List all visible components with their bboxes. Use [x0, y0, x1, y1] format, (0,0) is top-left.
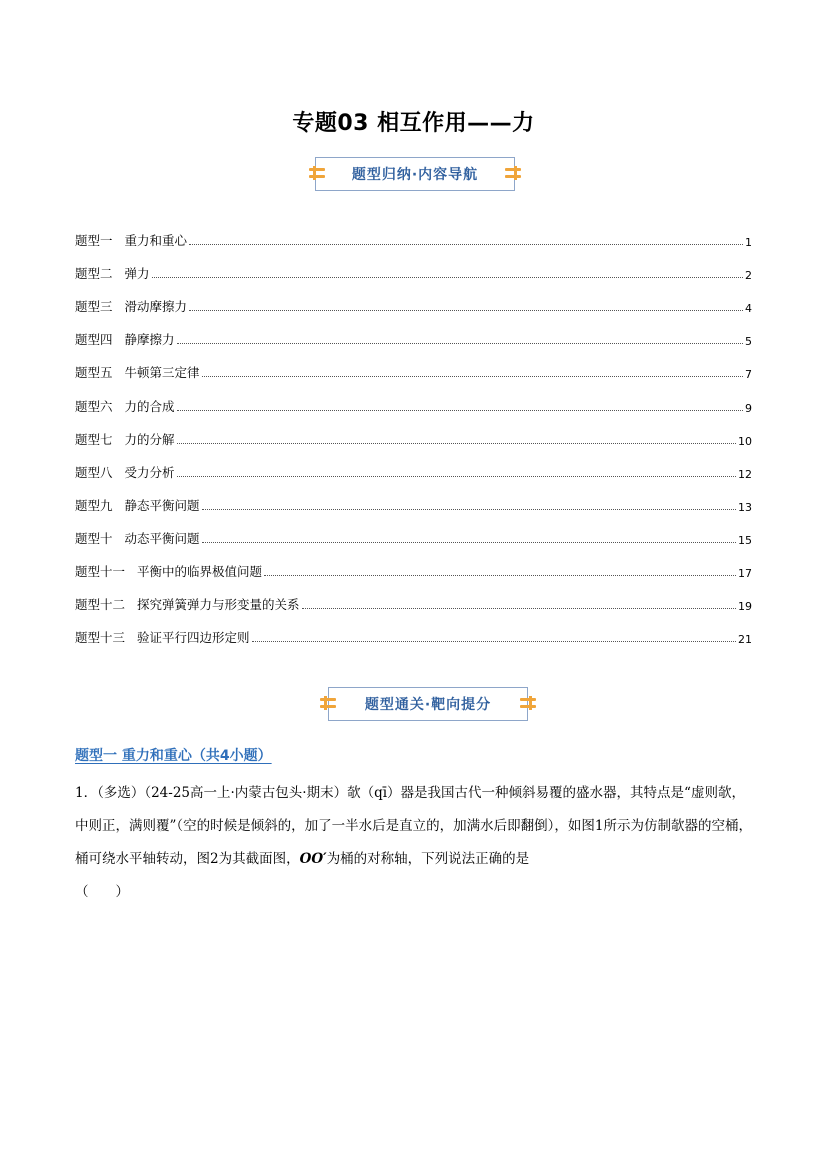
practice-banner — [316, 686, 540, 722]
axis-symbol: OO′ — [299, 851, 327, 867]
banner-right-ornament-icon — [520, 696, 536, 710]
banner-left-ornament-icon — [309, 166, 325, 180]
practice-banner-label: 题型通关·靶向提分 — [328, 687, 528, 721]
toc-entry[interactable]: 题型三 滑动摩擦力 4 — [75, 299, 752, 316]
toc-entry[interactable]: 题型十一 平衡中的临界极值问题 17 — [75, 564, 752, 581]
toc-entry[interactable]: 题型十二 探究弹簧弹力与形变量的关系 19 — [75, 597, 752, 614]
toc-entry[interactable]: 题型六 力的合成 9 — [75, 398, 752, 415]
toc-entry[interactable]: 题型七 力的分解 10 — [75, 431, 752, 448]
toc-entry[interactable]: 题型十 动态平衡问题 15 — [75, 530, 752, 547]
toc-banner — [305, 156, 525, 192]
toc-entry[interactable]: 题型一 重力和重心 1 — [75, 233, 752, 250]
answer-blank: （ ） — [75, 884, 129, 900]
table-of-contents — [75, 216, 752, 646]
section-heading[interactable]: 题型一 重力和重心（共4小题） — [75, 748, 272, 764]
page-title: 专题03 相互作用——力 — [292, 111, 535, 136]
toc-entry[interactable]: 题型五 牛顿第三定律 7 — [75, 365, 752, 382]
toc-entry[interactable]: 题型八 受力分析 12 — [75, 464, 752, 481]
banner-right-ornament-icon — [505, 166, 521, 180]
question-text: 1．（多选）（24-25高一上·内蒙古包头·期末）欹（qī）器是我国古代一种倾斜易覆的盛水器，其特点是“虚则欹，中则正，满则覆”（空的时候是倾斜的，加了一半水后是直立的，加满水后即翻倒），如图1所示为仿制欹器的空桶，桶可绕水平轴转动，图2为其截面图，OO′为桶的对称轴，下列说法正确的是 （ ） — [75, 785, 752, 900]
toc-entry[interactable]: 题型二 弹力 2 — [75, 266, 752, 283]
banner-left-ornament-icon — [320, 696, 336, 710]
toc-entry[interactable]: 题型十三 验证平行四边形定则 21 — [75, 630, 752, 647]
toc-banner-label: 题型归纳·内容导航 — [315, 157, 515, 191]
toc-entry[interactable]: 题型九 静态平衡问题 13 — [75, 497, 752, 514]
toc-entry[interactable]: 题型四 静摩擦力 5 — [75, 332, 752, 349]
